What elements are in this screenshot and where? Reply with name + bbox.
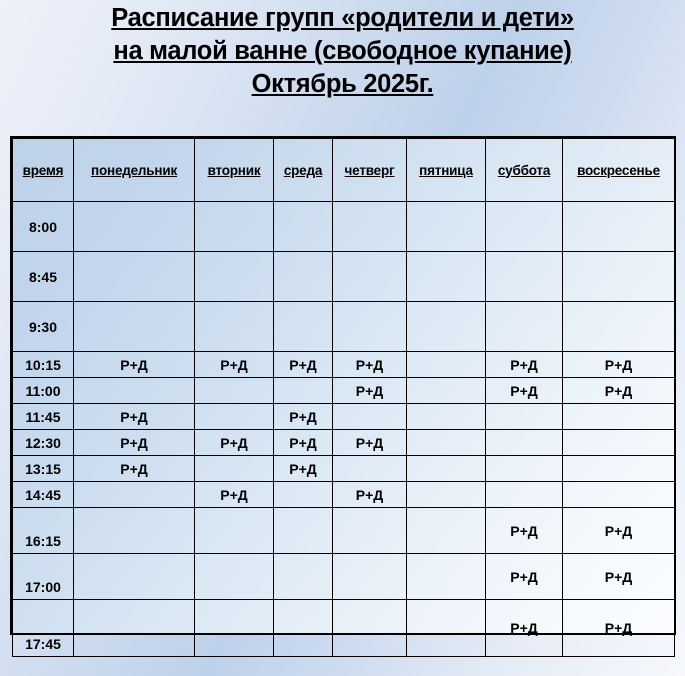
session-mark: Р+Д [289, 460, 317, 477]
session-cell-filled [486, 378, 563, 404]
session-cell-empty [195, 456, 274, 482]
schedule-table-container [10, 136, 676, 652]
time-cell: 17:00 [13, 554, 74, 600]
session-cell-empty [195, 600, 274, 657]
session-cell-empty [407, 600, 486, 657]
session-cell-filled [274, 456, 333, 482]
session-cell-filled [195, 430, 274, 456]
session-cell-empty [563, 430, 675, 456]
session-cell-filled [486, 600, 563, 657]
session-cell-empty [74, 252, 195, 302]
session-cell-empty [486, 430, 563, 456]
session-cell-empty [407, 430, 486, 456]
session-cell-empty [74, 302, 195, 352]
session-mark: Р+Д [510, 568, 538, 585]
schedule-table-body [13, 202, 675, 657]
title-line-2-text: на малой ванне (свободное купание) [113, 37, 572, 65]
table-row [13, 302, 675, 352]
column-header-wednesday-label: среда [283, 162, 323, 178]
session-cell-empty [195, 554, 274, 600]
session-cell-empty [274, 508, 333, 554]
session-cell-empty [274, 302, 333, 352]
session-cell-empty [74, 554, 195, 600]
time-cell: 11:45 [13, 404, 74, 430]
title-line-1 [0, 2, 685, 35]
time-cell: 17:45 [13, 600, 74, 657]
table-row [13, 456, 675, 482]
session-cell-empty [407, 508, 486, 554]
session-cell-empty [563, 482, 675, 508]
session-cell-empty [195, 302, 274, 352]
session-cell-empty [486, 252, 563, 302]
time-cell: 8:00 [13, 202, 74, 252]
session-cell-empty [333, 252, 407, 302]
column-header-sunday-label: воскресенье [577, 162, 660, 178]
title-line-2 [0, 35, 685, 68]
title-line-3 [0, 68, 685, 101]
session-cell-empty [333, 302, 407, 352]
session-mark: Р+Д [289, 408, 317, 425]
session-cell-empty [407, 554, 486, 600]
session-cell-filled [563, 600, 675, 657]
time-cell: 10:15 [13, 352, 74, 378]
table-row [13, 430, 675, 456]
session-cell-filled [74, 430, 195, 456]
session-cell-filled [74, 404, 195, 430]
session-mark: Р+Д [510, 356, 538, 373]
time-cell: 9:30 [13, 302, 74, 352]
session-mark: Р+Д [120, 356, 148, 373]
session-cell-empty [195, 404, 274, 430]
session-cell-empty [274, 378, 333, 404]
session-cell-empty [274, 554, 333, 600]
session-cell-empty [407, 404, 486, 430]
title-line-3-text: Октябрь 2025г. [251, 70, 434, 98]
session-cell-empty [195, 508, 274, 554]
table-row [13, 600, 675, 657]
session-cell-empty [74, 202, 195, 252]
session-cell-empty [563, 404, 675, 430]
session-cell-filled [563, 508, 675, 554]
session-mark: Р+Д [604, 382, 633, 399]
session-cell-empty [563, 202, 675, 252]
session-cell-empty [407, 482, 486, 508]
session-cell-filled [333, 378, 407, 404]
column-header-time [13, 139, 74, 202]
column-header-sunday [563, 139, 675, 202]
session-mark: Р+Д [355, 434, 384, 451]
table-row [13, 404, 675, 430]
column-header-tuesday [195, 139, 274, 202]
session-cell-empty [195, 378, 274, 404]
session-cell-filled [74, 352, 195, 378]
session-cell-empty [74, 378, 195, 404]
column-header-friday [407, 139, 486, 202]
session-cell-filled [274, 352, 333, 378]
session-mark: Р+Д [604, 568, 633, 585]
session-cell-filled [486, 352, 563, 378]
session-cell-empty [563, 456, 675, 482]
session-cell-empty [74, 600, 195, 657]
table-row [13, 554, 675, 600]
session-cell-filled [563, 352, 675, 378]
session-mark: Р+Д [355, 356, 384, 373]
session-cell-empty [407, 378, 486, 404]
session-cell-empty [74, 508, 195, 554]
session-cell-empty [486, 302, 563, 352]
table-row [13, 202, 675, 252]
session-mark: Р+Д [604, 522, 633, 539]
session-cell-filled [486, 508, 563, 554]
time-cell: 14:45 [13, 482, 74, 508]
session-cell-empty [486, 482, 563, 508]
time-cell: 16:15 [13, 508, 74, 554]
session-cell-filled [274, 430, 333, 456]
session-cell-empty [333, 404, 407, 430]
session-mark: Р+Д [220, 434, 248, 451]
column-header-thursday [333, 139, 407, 202]
session-mark: Р+Д [120, 434, 148, 451]
session-cell-empty [407, 302, 486, 352]
session-mark: Р+Д [355, 486, 384, 503]
table-header-row [13, 139, 675, 202]
session-mark: Р+Д [220, 356, 248, 373]
session-mark: Р+Д [604, 620, 633, 636]
session-mark: Р+Д [289, 356, 317, 373]
column-header-saturday [486, 139, 563, 202]
session-cell-empty [486, 202, 563, 252]
time-cell: 11:00 [13, 378, 74, 404]
session-cell-empty [407, 252, 486, 302]
session-cell-empty [333, 202, 407, 252]
session-cell-empty [407, 352, 486, 378]
session-cell-empty [486, 404, 563, 430]
page-title [0, 0, 685, 101]
session-cell-empty [274, 252, 333, 302]
session-cell-empty [74, 482, 195, 508]
session-cell-empty [563, 252, 675, 302]
time-cell: 12:30 [13, 430, 74, 456]
session-cell-empty [195, 252, 274, 302]
session-cell-empty [274, 600, 333, 657]
column-header-monday [74, 139, 195, 202]
table-row [13, 508, 675, 554]
session-mark: Р+Д [510, 522, 538, 539]
session-mark: Р+Д [604, 356, 633, 373]
session-mark: Р+Д [220, 486, 248, 503]
session-cell-filled [274, 404, 333, 430]
session-cell-empty [333, 600, 407, 657]
time-cell: 13:15 [13, 456, 74, 482]
session-cell-empty [407, 202, 486, 252]
session-cell-empty [563, 302, 675, 352]
session-cell-filled [195, 352, 274, 378]
session-mark: Р+Д [510, 620, 538, 636]
title-line-1-text: Расписание групп «родители и дети» [111, 4, 574, 32]
table-row [13, 378, 675, 404]
session-cell-empty [333, 508, 407, 554]
column-header-monday-label: понедельник [90, 162, 178, 178]
table-row [13, 352, 675, 378]
session-cell-filled [333, 482, 407, 508]
session-cell-filled [195, 482, 274, 508]
schedule-table [12, 138, 675, 657]
column-header-thursday-label: четверг [344, 162, 395, 178]
session-cell-empty [274, 482, 333, 508]
session-cell-filled [333, 352, 407, 378]
column-header-saturday-label: суббота [497, 162, 551, 178]
column-header-tuesday-label: вторник [207, 162, 261, 178]
column-header-time-label: время [22, 162, 64, 178]
session-cell-empty [407, 456, 486, 482]
session-cell-empty [333, 456, 407, 482]
session-cell-empty [486, 456, 563, 482]
session-cell-empty [195, 202, 274, 252]
session-mark: Р+Д [120, 408, 148, 425]
column-header-wednesday [274, 139, 333, 202]
session-cell-empty [333, 554, 407, 600]
time-cell: 8:45 [13, 252, 74, 302]
session-cell-filled [563, 554, 675, 600]
session-cell-filled [486, 554, 563, 600]
session-cell-filled [563, 378, 675, 404]
session-cell-filled [333, 430, 407, 456]
table-row [13, 482, 675, 508]
session-cell-filled [74, 456, 195, 482]
session-mark: Р+Д [120, 460, 148, 477]
session-mark: Р+Д [355, 382, 384, 399]
column-header-friday-label: пятница [419, 162, 473, 178]
session-mark: Р+Д [289, 434, 317, 451]
table-row [13, 252, 675, 302]
session-cell-empty [274, 202, 333, 252]
session-mark: Р+Д [510, 382, 538, 399]
